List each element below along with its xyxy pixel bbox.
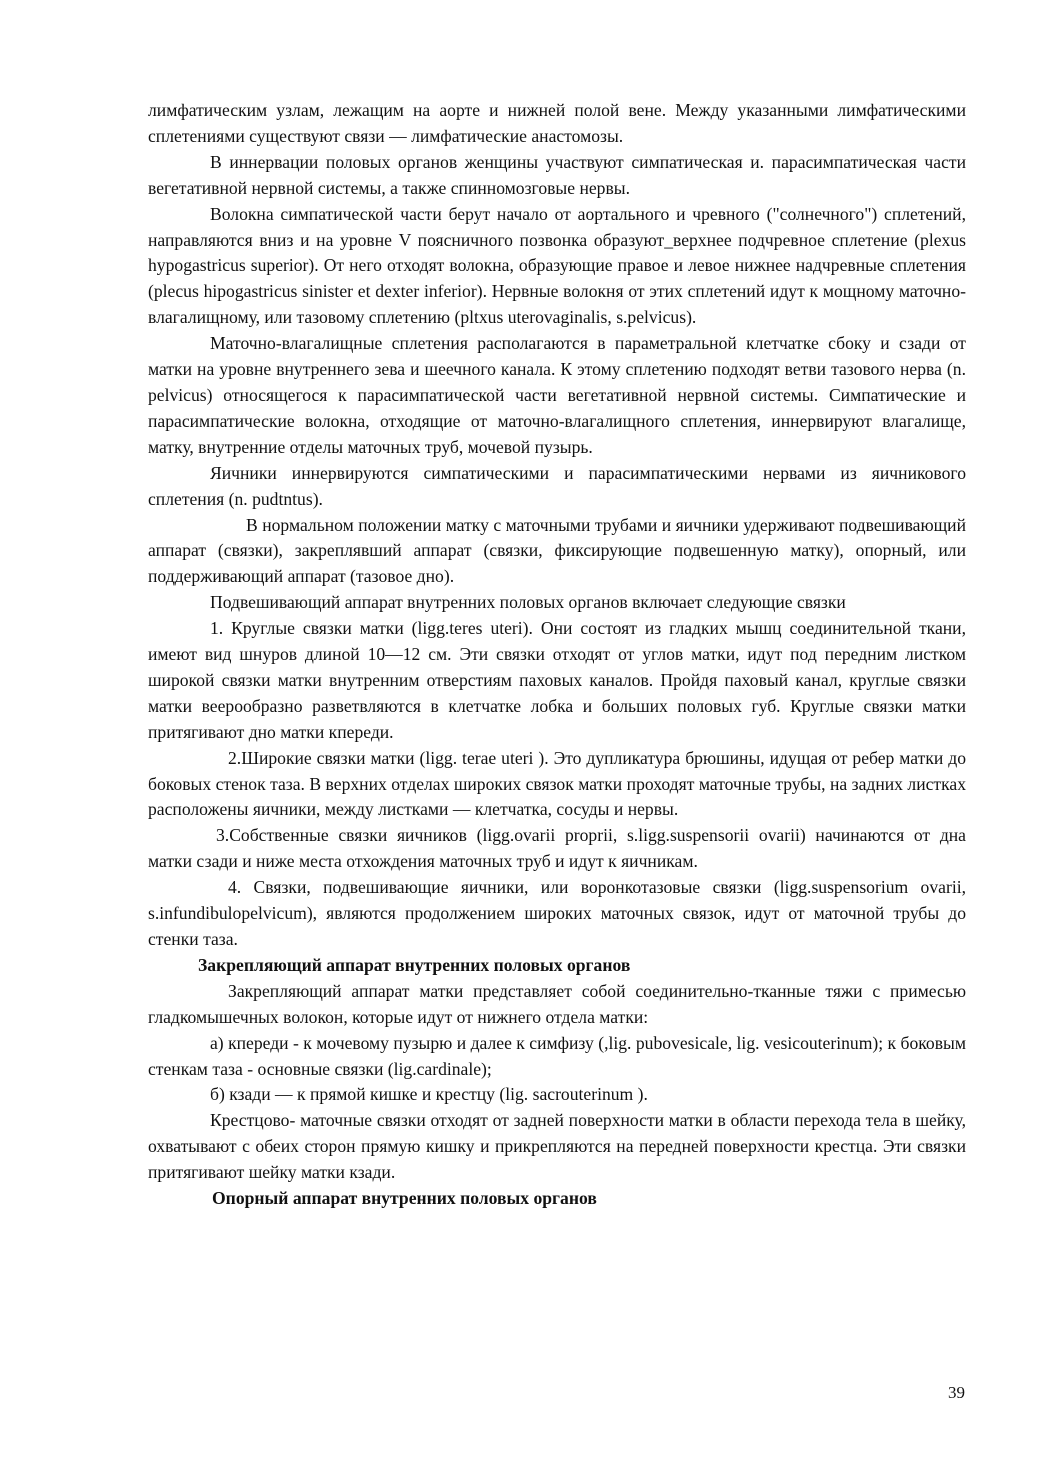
paragraph: лимфатическим узлам, лежащим на аорте и нижней полой вене. Между указанными лимфатическими сплетениями существуют связи — лимфатические анастомозы. [148,100,966,146]
list-item: б) кзади — к прямой кишке и крестцу (lig. sacrouterinum ). [210,1084,648,1105]
paragraph: Волокна симпатической части берут начало от аортального и чревного ("солнечного") сплетений, направляются вниз и на уровне V поясничного позвонка образуют_верхнее подчревное сплетение (plexus hypogastricus superior). От него отходят волокна, образующие правое и левое нижнее надчревные сплетения (plecus hipogastricus sinister et dexter inferior). Нервные волокня от этих сплетений идут к мощному маточно-влагалищному, или тазовому сплетению (pltxus uterovaginalis, s.pelvicus). [148,203,966,328]
paragraph: В иннервации половых органов женщины участвуют симпатическая и. парасимпатическая части вегетативной нервной системы, а также спинномозговые нервы. [148,151,966,198]
list-item: 2.Широкие связки матки (ligg. terae uteri ). Это дупликатура брюшины, идущая от ребер матки до боковых стенок таза. В верхних отделах широких связок матки проходят маточные трубы, на задних листках расположены яичники, между листками — клетчатка, сосуды и нервы. [148,747,966,820]
paragraph: Подвешивающий аппарат внутренних половых органов включает следующие связки [210,592,846,613]
list-item: а) кпереди - к мочевому пузырю и далее к симфизу (,lig. pubovesicale, lig. vesicouterinum); к боковым стенкам таза - основные связки (lig.cardinale); [148,1032,966,1079]
page-number: 39 [948,1383,965,1402]
paragraph: Яичники иннервируются симпатическими и парасимпатическими нервами из яичникового сплетения (n. pudtntus). [148,462,966,509]
paragraph: В нормальном положении матку с маточными трубами и яичники удерживают подвешивающий аппарат (связки), закреплявший аппарат (связки, фиксирующие подвешенную матку), опорный, или поддерживающий аппарат (тазовое дно). [148,514,966,587]
paragraph: Крестцово- маточные связки отходят от задней поверхности матки в области перехода тела в шейку, охватывают с обеих сторон прямую кишку и прикрепляются на передней поверхности крестца. Эти связки притягивают шейку матки кзади. [148,1110,966,1183]
paragraph: Закрепляющий аппарат матки представляет собой соединительно-тканные тяжи с примесью гладкомышечных волокон, которые идут от нижнего отдела матки: [148,980,966,1027]
list-item: 4. Связки, подвешивающие яичники, или воронкотазовые связки (ligg.suspensorium ovarii, s.infundibulopelvicum), являются продолжением широких маточных связок, идут от маточной трубы до стенки таза. [148,877,966,949]
document-page [148,98,966,1212]
list-item: 1. Круглые связки матки (ligg.teres uteri). Они состоят из гладких мышц соединительной ткани, имеют вид шнуров длиной 10—12 см. Эти связки отходят от углов матки, идут под передним листком широкой связки матки внутренним отверстиям паховых каналов. Пройдя паховый канал, круглые связки матки веерообразно разветвляются в клетчатке лобка и больших половых губ. Круглые связки матки притягивают дно матки кпереди. [148,618,966,742]
list-item: 3.Собственные связки яичников (ligg.ovarii proprii, s.ligg.suspensorii ovarii) начинаются от дна матки сзади и ниже места отхождения маточных труб и идут к яичникам. [148,825,966,872]
paragraph: Маточно-влагалищные сплетения располагаются в параметральной клетчатке сбоку и сзади от матки на уровне внутреннего зева и шеечного канала. К этому сплетению подходят ветви тазового нерва (n. pelvicus) относящегося к парасимпатической части вегетативной нервной системы. Симпатические и парасимпатические волокна, отходящие от маточно-влагалищного сплетения, иннервируют влагалище, матку, внутренние отделы маточных труб, мочевой пузырь. [148,333,966,457]
section-heading: Опорный аппарат внутренних половых органов [212,1188,597,1209]
section-heading: Закрепляющий аппарат внутренних половых органов [198,954,631,975]
